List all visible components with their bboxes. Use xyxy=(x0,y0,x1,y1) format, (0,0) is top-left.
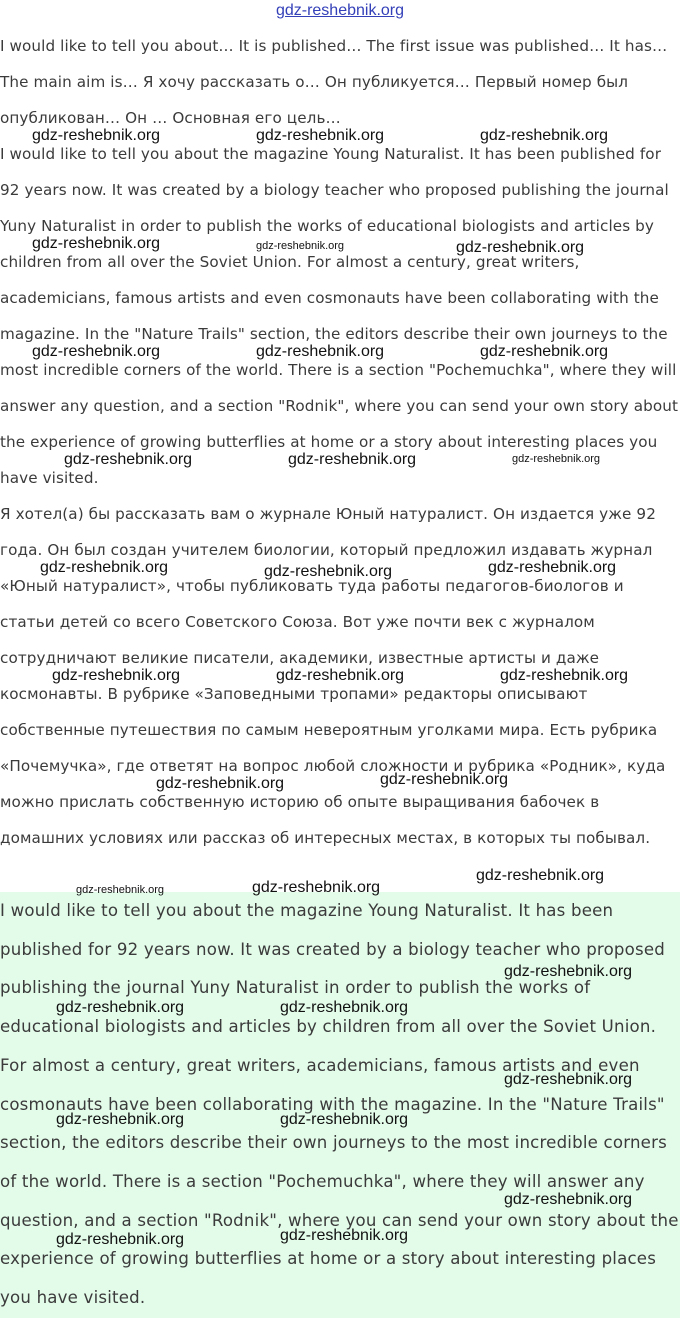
answer-paragraph: I would like to tell you about the magazine Young Naturalist. It has been published for 92 years now. It was created by a biology teacher who proposed publishing the journal Yuny Naturalist in order to publish the works of educational biologists and articles by children from all over the Soviet Union. For almost a century, great writers, academicians, famous artists and even cosmonauts have been collaborating with the magazine. In the "Nature Trails" section, the editors describe their own journeys to the most incredible corners of the world. There is a section "Pochemuchka", where they will answer any question, and a section "Rodnik", where you can send your own story about the experience of growing butterflies at home or a story about interesting places you have visited. xyxy=(0,901,679,1308)
russian-paragraph: Я хотел(а) бы рассказать вам о журнале Юный натуралист. Он издается уже 92 года. Он был создан учителем биологии, который предложил издавать журнал «Юный натуралист», чтобы публиковать туда работы педагогов-биологов и статьи детей со всего Советского Союза. Вот уже почти век с журналом сотрудничают великие писатели, академики, известные артисты и даже космонавты. В рубрике «Заповедными тропами» редакторы описывают собственные путешествия по самым невероятным уголками мира. Есть рубрика «Почемучка», где ответят на вопрос любой сложности и рубрика «Родник», куда можно прислать собственную историю об опыте выращивания бабочек в домашних условиях или рассказ об интересных местах, в которых ты побывал. xyxy=(0,505,666,847)
watermark: gdz-reshebnik.org xyxy=(512,453,601,465)
watermark: gdz-reshebnik.org xyxy=(456,239,585,256)
watermark: gdz-reshebnik.org xyxy=(488,559,617,576)
english-paragraph: I would like to tell you about the magazine Young Naturalist. It has been published for 92 years now. It was created by a biology teacher who proposed publishing the journal Yuny Naturalist in order to publish the works of educational biologists and articles by children from all over the Soviet Union. For almost a century, great writers, academicians, famous artists and even cosmonauts have been collaborating with the magazine. In the "Nature Trails" section, the editors describe their own journeys to the most incredible corners of the world. There is a section "Pochemuchka", where they will answer any question, and a section "Rodnik", where you can send your own story about the experience of growing butterflies at home or a story about interesting places you have visited. xyxy=(0,145,679,487)
watermark: gdz-reshebnik.org xyxy=(480,343,609,360)
watermark: gdz-reshebnik.org xyxy=(256,127,385,144)
watermark: gdz-reshebnik.org xyxy=(276,667,405,684)
watermark: gdz-reshebnik.org xyxy=(56,1111,185,1128)
watermark: gdz-reshebnik.org xyxy=(40,559,169,576)
watermark: gdz-reshebnik.org xyxy=(252,879,381,896)
watermark: gdz-reshebnik.org xyxy=(56,999,185,1016)
watermark: gdz-reshebnik.org xyxy=(288,451,417,468)
answer-box xyxy=(0,892,680,1318)
watermark: gdz-reshebnik.org xyxy=(504,1191,633,1208)
watermark: gdz-reshebnik.org xyxy=(280,999,409,1016)
intro-paragraph: I would like to tell you about… It is published… The first issue was published… It has… The main aim is… Я хочу рассказать о… Он публикуется… Первый номер был опубликован… Он … Основная его цель… xyxy=(0,37,668,127)
watermark: gdz-reshebnik.org xyxy=(256,240,345,252)
site-link[interactable]: gdz-reshebnik.org xyxy=(275,2,405,19)
watermark: gdz-reshebnik.org xyxy=(256,343,385,360)
watermark: gdz-reshebnik.org xyxy=(280,1227,409,1244)
watermark: gdz-reshebnik.org xyxy=(504,963,633,980)
watermark: gdz-reshebnik.org xyxy=(56,1231,185,1248)
watermark: gdz-reshebnik.org xyxy=(64,451,193,468)
watermark: gdz-reshebnik.org xyxy=(76,884,165,896)
watermark: gdz-reshebnik.org xyxy=(280,1111,409,1128)
watermark: gdz-reshebnik.org xyxy=(32,235,161,252)
watermark: gdz-reshebnik.org xyxy=(52,667,181,684)
watermark: gdz-reshebnik.org xyxy=(504,1071,633,1088)
watermark: gdz-reshebnik.org xyxy=(264,563,393,580)
watermark: gdz-reshebnik.org xyxy=(32,127,161,144)
watermark: gdz-reshebnik.org xyxy=(156,775,285,792)
watermark: gdz-reshebnik.org xyxy=(476,867,605,884)
watermark: gdz-reshebnik.org xyxy=(380,771,509,788)
watermark: gdz-reshebnik.org xyxy=(32,343,161,360)
watermark: gdz-reshebnik.org xyxy=(500,667,629,684)
watermark: gdz-reshebnik.org xyxy=(480,127,609,144)
